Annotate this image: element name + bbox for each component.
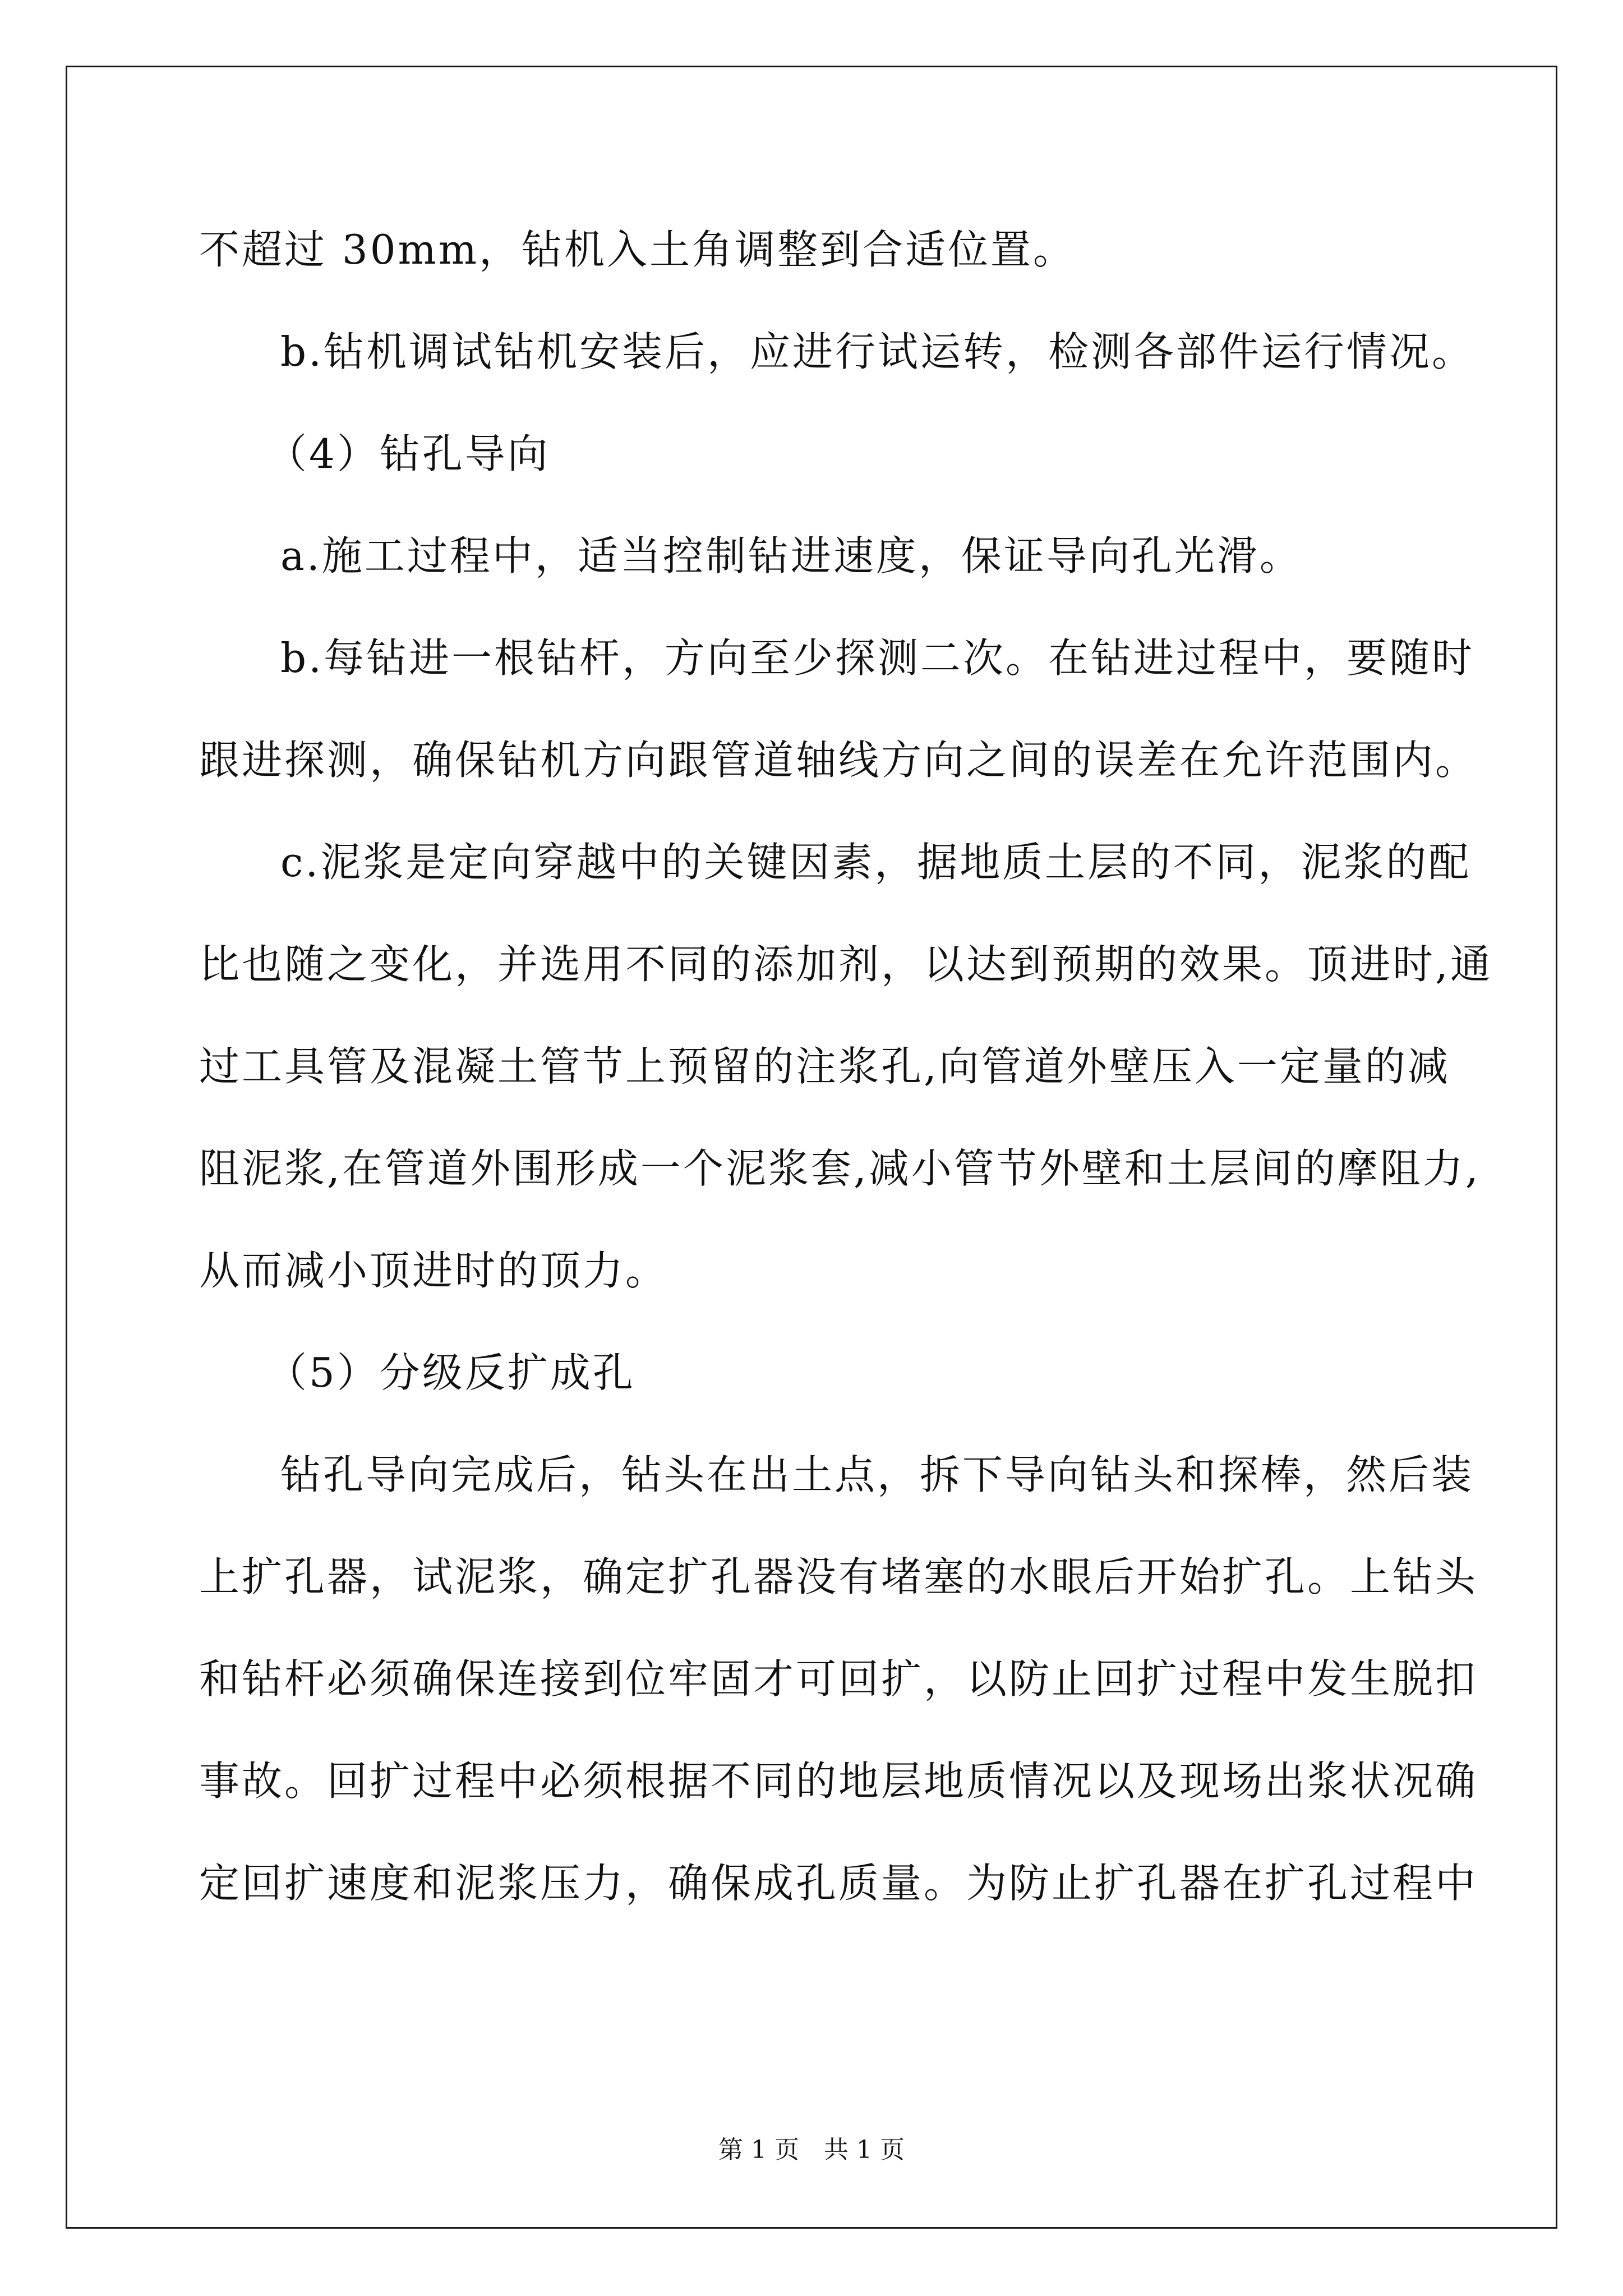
text-line: 比也随之变化，并选用不同的添加剂，以达到预期的效果。顶进时,通 [199, 941, 1493, 988]
text-line: 和钻杆必须确保连接到位牢固才可回扩，以防止回扩过程中发生脱扣 [199, 1655, 1478, 1703]
text-line: 过工具管及混凝土管节上预留的注浆孔,向管道外壁压入一定量的减 [199, 1043, 1450, 1090]
text-line: 跟进探测，确保钻机方向跟管道轴线方向之间的误差在允许范围内。 [199, 737, 1478, 784]
text-line: a.施工过程中，适当控制钻进速度，保证导向孔光滑。 [280, 532, 1302, 579]
section-heading: （5）分级反扩成孔 [266, 1349, 635, 1396]
text-line: 阻泥浆,在管道外围形成一个泥浆套,减小管节外壁和土层间的摩阻力, [199, 1145, 1481, 1192]
text-line: 钻孔导向完成后，钻头在出土点，拆下导向钻头和探棒，然后装 [280, 1451, 1474, 1498]
text-line: 不超过 30mm，钻机入土角调整到合适位置。 [199, 226, 1076, 273]
page-number-label: 第 1 页 共 1 页 [718, 2136, 905, 2164]
text-line: 事故。回扩过程中必须根据不同的地层地质情况以及现场出浆状况确 [199, 1757, 1478, 1805]
text-line: 从而减小顶进时的顶力。 [199, 1247, 668, 1294]
text-line: 上扩孔器，试泥浆，确定扩孔器没有堵塞的水眼后开始扩孔。上钻头 [199, 1553, 1478, 1600]
page-footer [0, 2134, 1623, 2166]
text-line: b.每钻进一根钻杆，方向至少探测二次。在钻进过程中，要随时 [280, 634, 1474, 682]
text-line: c.泥浆是定向穿越中的关键因素，据地质土层的不同，泥浆的配 [280, 839, 1472, 886]
section-heading: （4）钻孔导向 [266, 430, 550, 477]
text-line: b.钻机调试钻机安装后，应进行试运转，检测各部件运行情况。 [280, 328, 1474, 375]
text-line: 定回扩速度和泥浆压力，确保成孔质量。为防止扩孔器在扩孔过程中 [199, 1860, 1478, 1907]
